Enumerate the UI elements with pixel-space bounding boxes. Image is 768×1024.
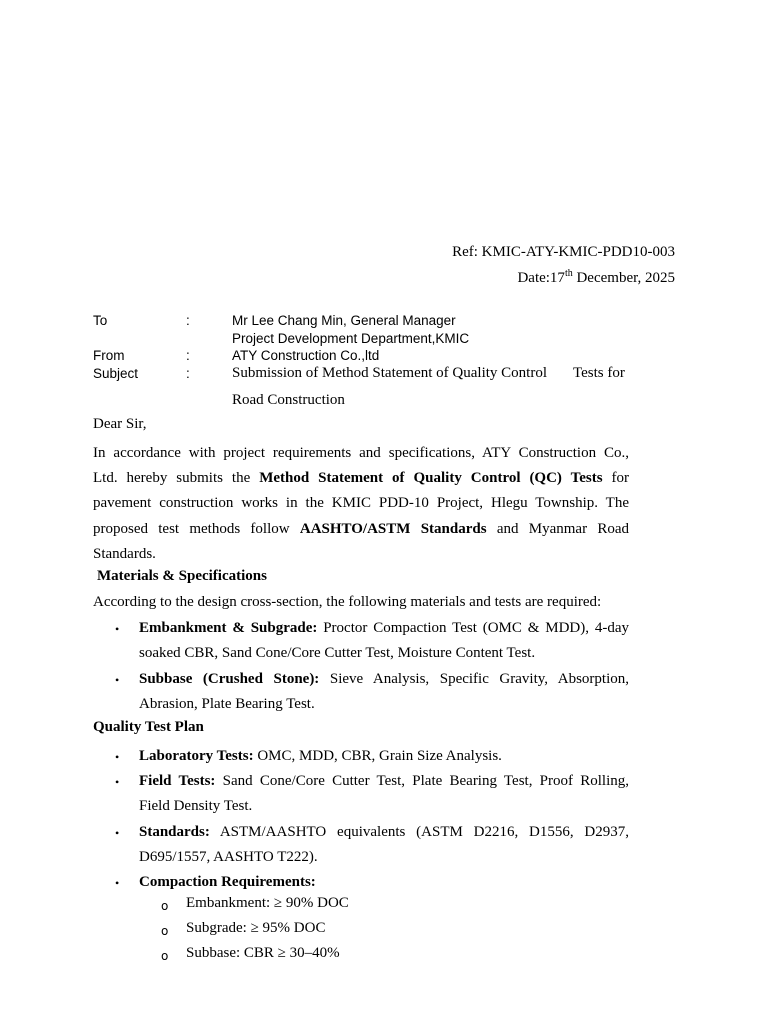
plan-item-3-desc: ASTM/AASHTO equivalents (ASTM D2216, D1556, D2937, bbox=[219, 824, 629, 840]
to-label: To bbox=[93, 313, 108, 328]
plan-item-4-text bbox=[139, 870, 629, 895]
bullet-icon: • bbox=[115, 622, 120, 636]
plan-item-3-text bbox=[139, 820, 629, 870]
bullet-icon: • bbox=[115, 750, 120, 764]
intro-line-4a: proposed test methods follow bbox=[93, 520, 290, 537]
circle-bullet-icon: o bbox=[161, 924, 169, 938]
materials-item-2-line-1 bbox=[139, 667, 629, 692]
materials-item-2-line-2: Abrasion, Plate Bearing Test. bbox=[139, 696, 315, 713]
intro-paragraph bbox=[93, 441, 629, 567]
materials-item-1-label: Embankment & Subgrade: bbox=[139, 620, 318, 636]
plan-item-1-label: Laboratory Tests: bbox=[139, 748, 254, 764]
bullet-icon: • bbox=[115, 673, 120, 687]
intro-line-2a: Ltd. hereby submits the bbox=[93, 470, 251, 487]
plan-item-1-desc: OMC, MDD, CBR, Grain Size Analysis. bbox=[257, 748, 502, 764]
intro-standards: AASHTO/ASTM Standards bbox=[299, 520, 487, 537]
plan-item-2-line-1 bbox=[139, 769, 629, 794]
plan-item-3-label: Standards: bbox=[139, 824, 210, 840]
materials-item-1-line-1 bbox=[139, 616, 629, 641]
bullet-icon: • bbox=[115, 826, 120, 840]
from-label: From bbox=[93, 348, 125, 363]
intro-line-4c: and Myanmar Road bbox=[496, 520, 629, 537]
letter-date bbox=[517, 270, 675, 287]
materials-intro: According to the design cross-section, the following materials and tests are required: bbox=[93, 594, 602, 610]
from-value: ATY Construction Co.,ltd bbox=[232, 348, 380, 363]
plan-item-1-text bbox=[139, 744, 629, 769]
plan-item-3-line-1 bbox=[139, 820, 629, 845]
plan-item-2-desc: Sand Cone/Core Cutter Test, Plate Bearing Test, Proof Rolling, bbox=[222, 773, 630, 789]
compaction-embankment: Embankment: ≥ 90% DOC bbox=[186, 895, 349, 911]
materials-item-1-desc: Proctor Compaction Test (OMC & MDD), 4-day bbox=[323, 620, 629, 636]
intro-line-1: In accordance with project requirements and specifications, ATY Construction Co., bbox=[93, 445, 629, 461]
materials-item-2-desc: Sieve Analysis, Specific Gravity, Absorption, bbox=[329, 671, 630, 687]
intro-line-2c: for bbox=[611, 470, 630, 487]
materials-item-1-line-2: soaked CBR, Sand Cone/Core Cutter Test, Moisture Content Test. bbox=[139, 645, 536, 662]
plan-item-1-line-1 bbox=[139, 744, 629, 769]
date-prefix: Date:17 bbox=[517, 270, 565, 286]
subject-colon: : bbox=[186, 366, 190, 381]
plan-item-4-line-1 bbox=[139, 870, 629, 895]
reference-number: Ref: KMIC-ATY-KMIC-PDD10-003 bbox=[452, 244, 675, 260]
salutation: Dear Sir, bbox=[93, 416, 147, 432]
compaction-subbase: Subbase: CBR ≥ 30–40% bbox=[186, 945, 340, 961]
subject-line-2: Road Construction bbox=[232, 392, 345, 408]
materials-item-2-text bbox=[139, 667, 629, 717]
intro-method-statement: Method Statement of Quality Control (QC) Tests bbox=[259, 470, 603, 487]
date-suffix: December, 2025 bbox=[572, 270, 675, 286]
subject-line-1b: Tests for bbox=[573, 365, 625, 381]
materials-item-1-text bbox=[139, 616, 629, 666]
bullet-icon: • bbox=[115, 876, 120, 890]
intro-line-4 bbox=[93, 517, 629, 542]
intro-line-2 bbox=[93, 466, 629, 491]
plan-item-2-label: Field Tests: bbox=[139, 773, 216, 789]
to-line-2: Project Development Department,KMIC bbox=[232, 331, 470, 346]
materials-item-2-label: Subbase (Crushed Stone): bbox=[139, 671, 320, 687]
intro-line-5: Standards. bbox=[93, 545, 156, 562]
intro-line-3: pavement construction works in the KMIC PDD-10 Project, Hlegu Township. The bbox=[93, 495, 629, 512]
materials-heading: Materials & Specifications bbox=[97, 568, 267, 584]
from-colon: : bbox=[186, 348, 190, 363]
circle-bullet-icon: o bbox=[161, 949, 169, 963]
bullet-icon: • bbox=[115, 775, 120, 789]
plan-item-2-line-2: Field Density Test. bbox=[139, 798, 253, 815]
to-colon: : bbox=[186, 313, 190, 328]
plan-heading: Quality Test Plan bbox=[93, 719, 204, 735]
to-line-1: Mr Lee Chang Min, General Manager bbox=[232, 313, 456, 328]
subject-line-1a: Submission of Method Statement of Quality Control bbox=[232, 365, 547, 381]
compaction-subgrade: Subgrade: ≥ 95% DOC bbox=[186, 920, 326, 936]
subject-label: Subject bbox=[93, 366, 139, 381]
plan-item-2-text bbox=[139, 769, 629, 819]
plan-item-3-line-2: D695/1557, AASHTO T222). bbox=[139, 849, 318, 866]
circle-bullet-icon: o bbox=[161, 899, 169, 913]
date-superscript: th bbox=[564, 268, 573, 279]
plan-item-4-label: Compaction Requirements: bbox=[139, 874, 316, 890]
